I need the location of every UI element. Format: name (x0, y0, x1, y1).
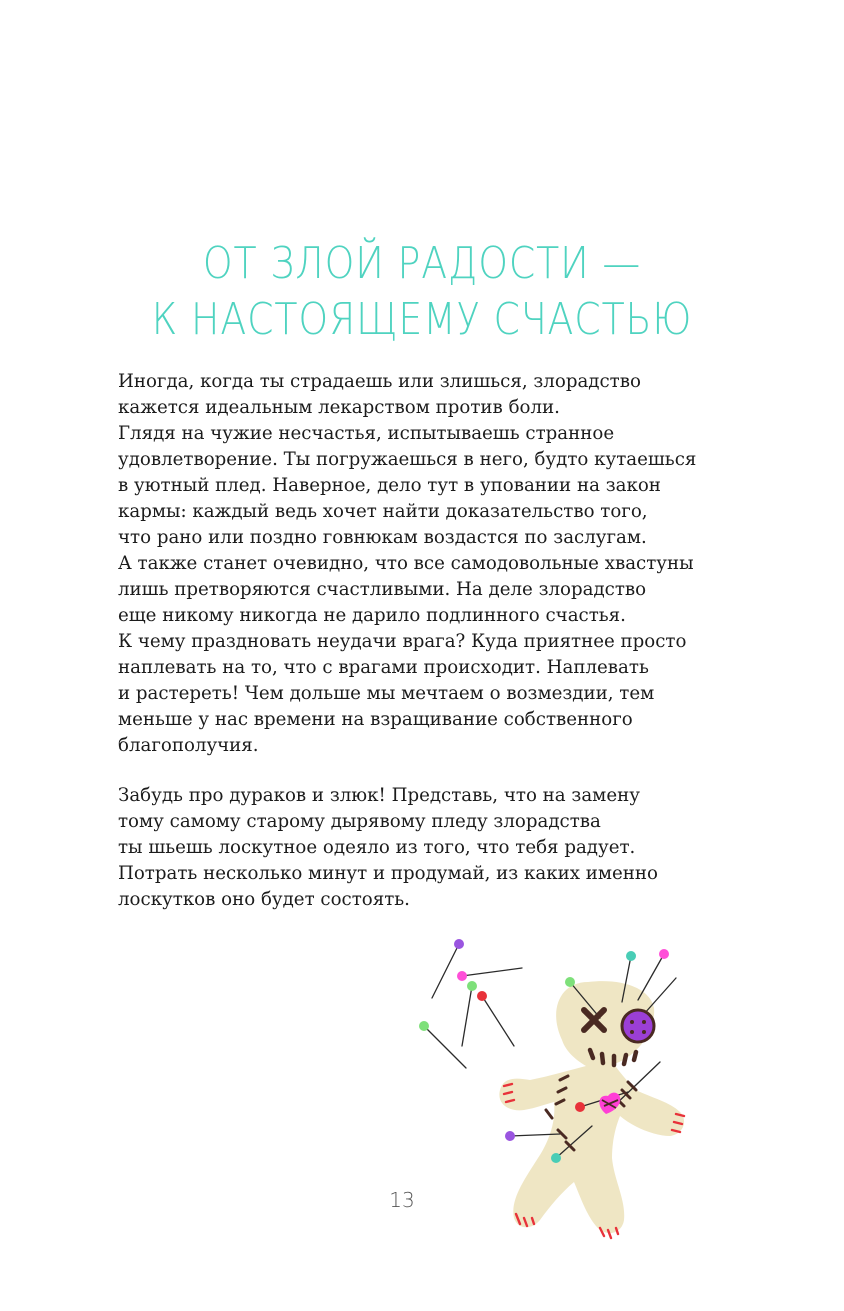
paragraph-1 (118, 369, 718, 759)
text-line: меньше у нас времени на взращивание собственного (118, 709, 633, 730)
text-line: Потрать несколько минут и продумай, из каких именно (118, 863, 658, 884)
title-line-1: ОТ ЗЛОЙ РАДОСТИ — (202, 238, 642, 289)
text-line: А также станет очевидно, что все самодовольные хвастуны (118, 553, 694, 574)
button-eye-icon (622, 1010, 654, 1042)
text-line: лоскутков оно будет состоять. (118, 889, 410, 910)
body-text (118, 369, 718, 913)
text-line: Глядя на чужие несчастья, испытываешь странное (118, 423, 615, 444)
text-line: Забудь про дураков и злюк! Представь, что на замену (118, 785, 640, 806)
page-title (59, 236, 785, 348)
page-number: 13 (389, 1188, 415, 1212)
text-line: лишь претворяются счастливыми. На деле злорадство (118, 579, 647, 600)
text-line: ты шьешь лоскутное одеяло из того, что тебя радует. (118, 837, 636, 858)
text-line: удовлетворение. Ты погружаешься в него, будто кутаешься (118, 449, 697, 470)
text-line: еще никому никогда не дарило подлинного счастья. (118, 605, 626, 626)
text-line: К чему праздновать неудачи врага? Куда приятнее просто (118, 631, 687, 652)
text-line: и растереть! Чем дольше мы мечтаем о возмездии, тем (118, 683, 655, 704)
text-line: что рано или поздно говнюкам воздастся по заслугам. (118, 527, 647, 548)
paragraph-2 (118, 783, 718, 913)
voodoo-doll-with-pins-icon (400, 930, 700, 1250)
text-line: Иногда, когда ты страдаешь или злишься, злорадство (118, 371, 641, 392)
text-line: кажется идеальным лекарством против боли. (118, 397, 560, 418)
text-line: тому самому старому дырявому пледу злорадства (118, 811, 601, 832)
title-line-2: К НАСТОЯЩЕМУ СЧАСТЬЮ (151, 294, 693, 345)
text-line: в уютный плед. Наверное, дело тут в уповании на закон (118, 475, 661, 496)
loose-pins (424, 944, 522, 1068)
text-line: благополучия. (118, 735, 259, 756)
text-line: наплевать на то, что с врагами происходит. Наплевать (118, 657, 649, 678)
text-line: кармы: каждый ведь хочет найти доказательство того, (118, 501, 648, 522)
